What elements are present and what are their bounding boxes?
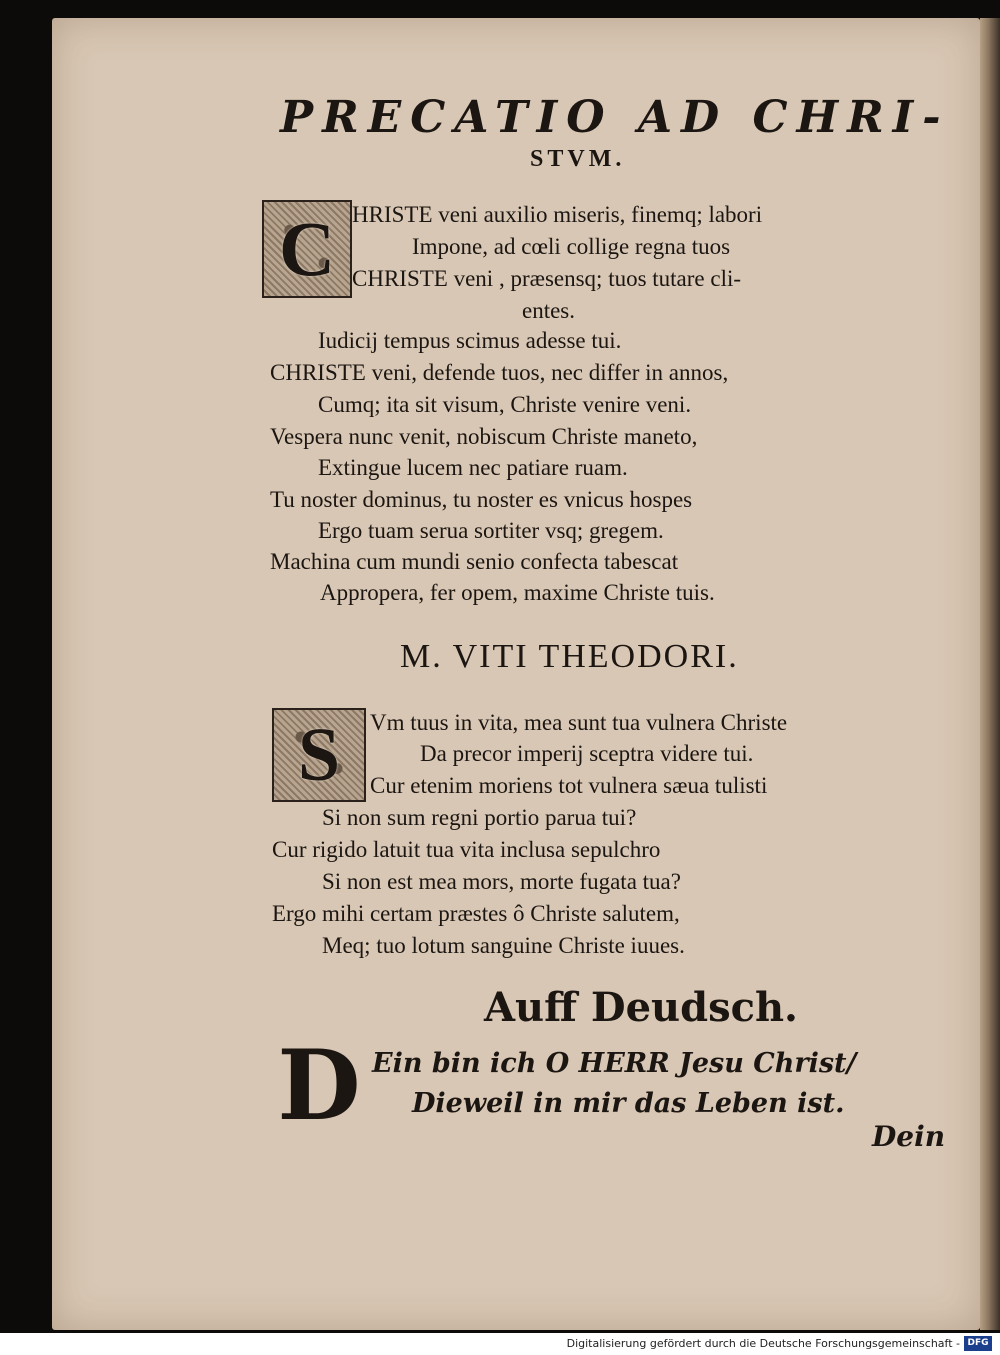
poem2-line: Si non sum regni portio parua tui?: [322, 805, 637, 830]
poem1-line: Ergo tuam serua sortiter vsq; gregem.: [318, 518, 664, 543]
catchword: Dein: [872, 1120, 946, 1153]
decorated-initial-c: [262, 200, 352, 298]
poem1-line: Impone, ad cœli collige regna tuos: [412, 234, 731, 259]
german-line: Dieweil in mir das Leben ist.: [412, 1088, 845, 1119]
poem1-line: Extingue lucem nec patiare ruam.: [318, 455, 628, 480]
poem2-line: Si non est mea mors, morte fugata tua?: [322, 869, 681, 894]
poem2-line: Cur etenim moriens tot vulnera sæua tulisti: [370, 773, 768, 798]
poem2-line: Cur rigido latuit tua vita inclusa sepulchro: [272, 837, 661, 862]
poem1-line: Tu noster dominus, tu noster es vnicus hospes: [270, 487, 693, 512]
decorated-initial-s: [272, 708, 366, 802]
poem1-line: Machina cum mundi senio confecta tabescat: [270, 549, 679, 574]
page-edge: [980, 18, 1000, 1330]
footer-credit: Digitalisierung gefördert durch die Deutsche Forschungsgemeinschaft -: [566, 1337, 960, 1350]
initial-letter: C: [278, 205, 336, 292]
poem2-line: Meq; tuo lotum sanguine Christe iuues.: [322, 933, 685, 958]
dfg-logo[interactable]: DFG: [964, 1336, 992, 1351]
section-heading: M. VITI THEODORI.: [400, 638, 739, 675]
poem2-line: Vm tuus in vita, mea sunt tua vulnera Christe: [370, 710, 788, 735]
poem1-line: CHRISTE veni, defende tuos, nec differ in annos,: [270, 360, 729, 385]
poem1-line: entes.: [522, 298, 576, 323]
german-initial: D: [277, 1029, 361, 1142]
poem1-line: Iudicij tempus scimus adesse tui.: [318, 328, 622, 353]
poem1-line: HRISTE veni auxilio miseris, finemq; labori: [352, 202, 763, 227]
german-title: Auff Deudsch.: [484, 984, 798, 1031]
poem2-line: Ergo mihi certam præstes ô Christe salutem,: [272, 901, 680, 926]
initial-letter: S: [297, 712, 341, 797]
title-line-1: PRECATIO AD CHRI-: [280, 92, 950, 143]
poem1-line: CHRISTE veni , præsensq; tuos tutare cli-: [352, 266, 742, 291]
german-line: Ein bin ich O HERR Jesu Christ/: [372, 1048, 857, 1079]
title-line-2: STVM.: [530, 146, 626, 172]
poem2-line: Da precor imperij sceptra videre tui.: [420, 741, 754, 766]
footer-bar: [0, 1333, 1000, 1355]
poem1-line: Cumq; ita sit visum, Christe venire veni.: [318, 392, 692, 417]
poem1-line: Vespera nunc venit, nobiscum Christe maneto,: [270, 424, 698, 449]
poem1-line: Appropera, fer opem, maxime Christe tuis.: [320, 580, 715, 605]
